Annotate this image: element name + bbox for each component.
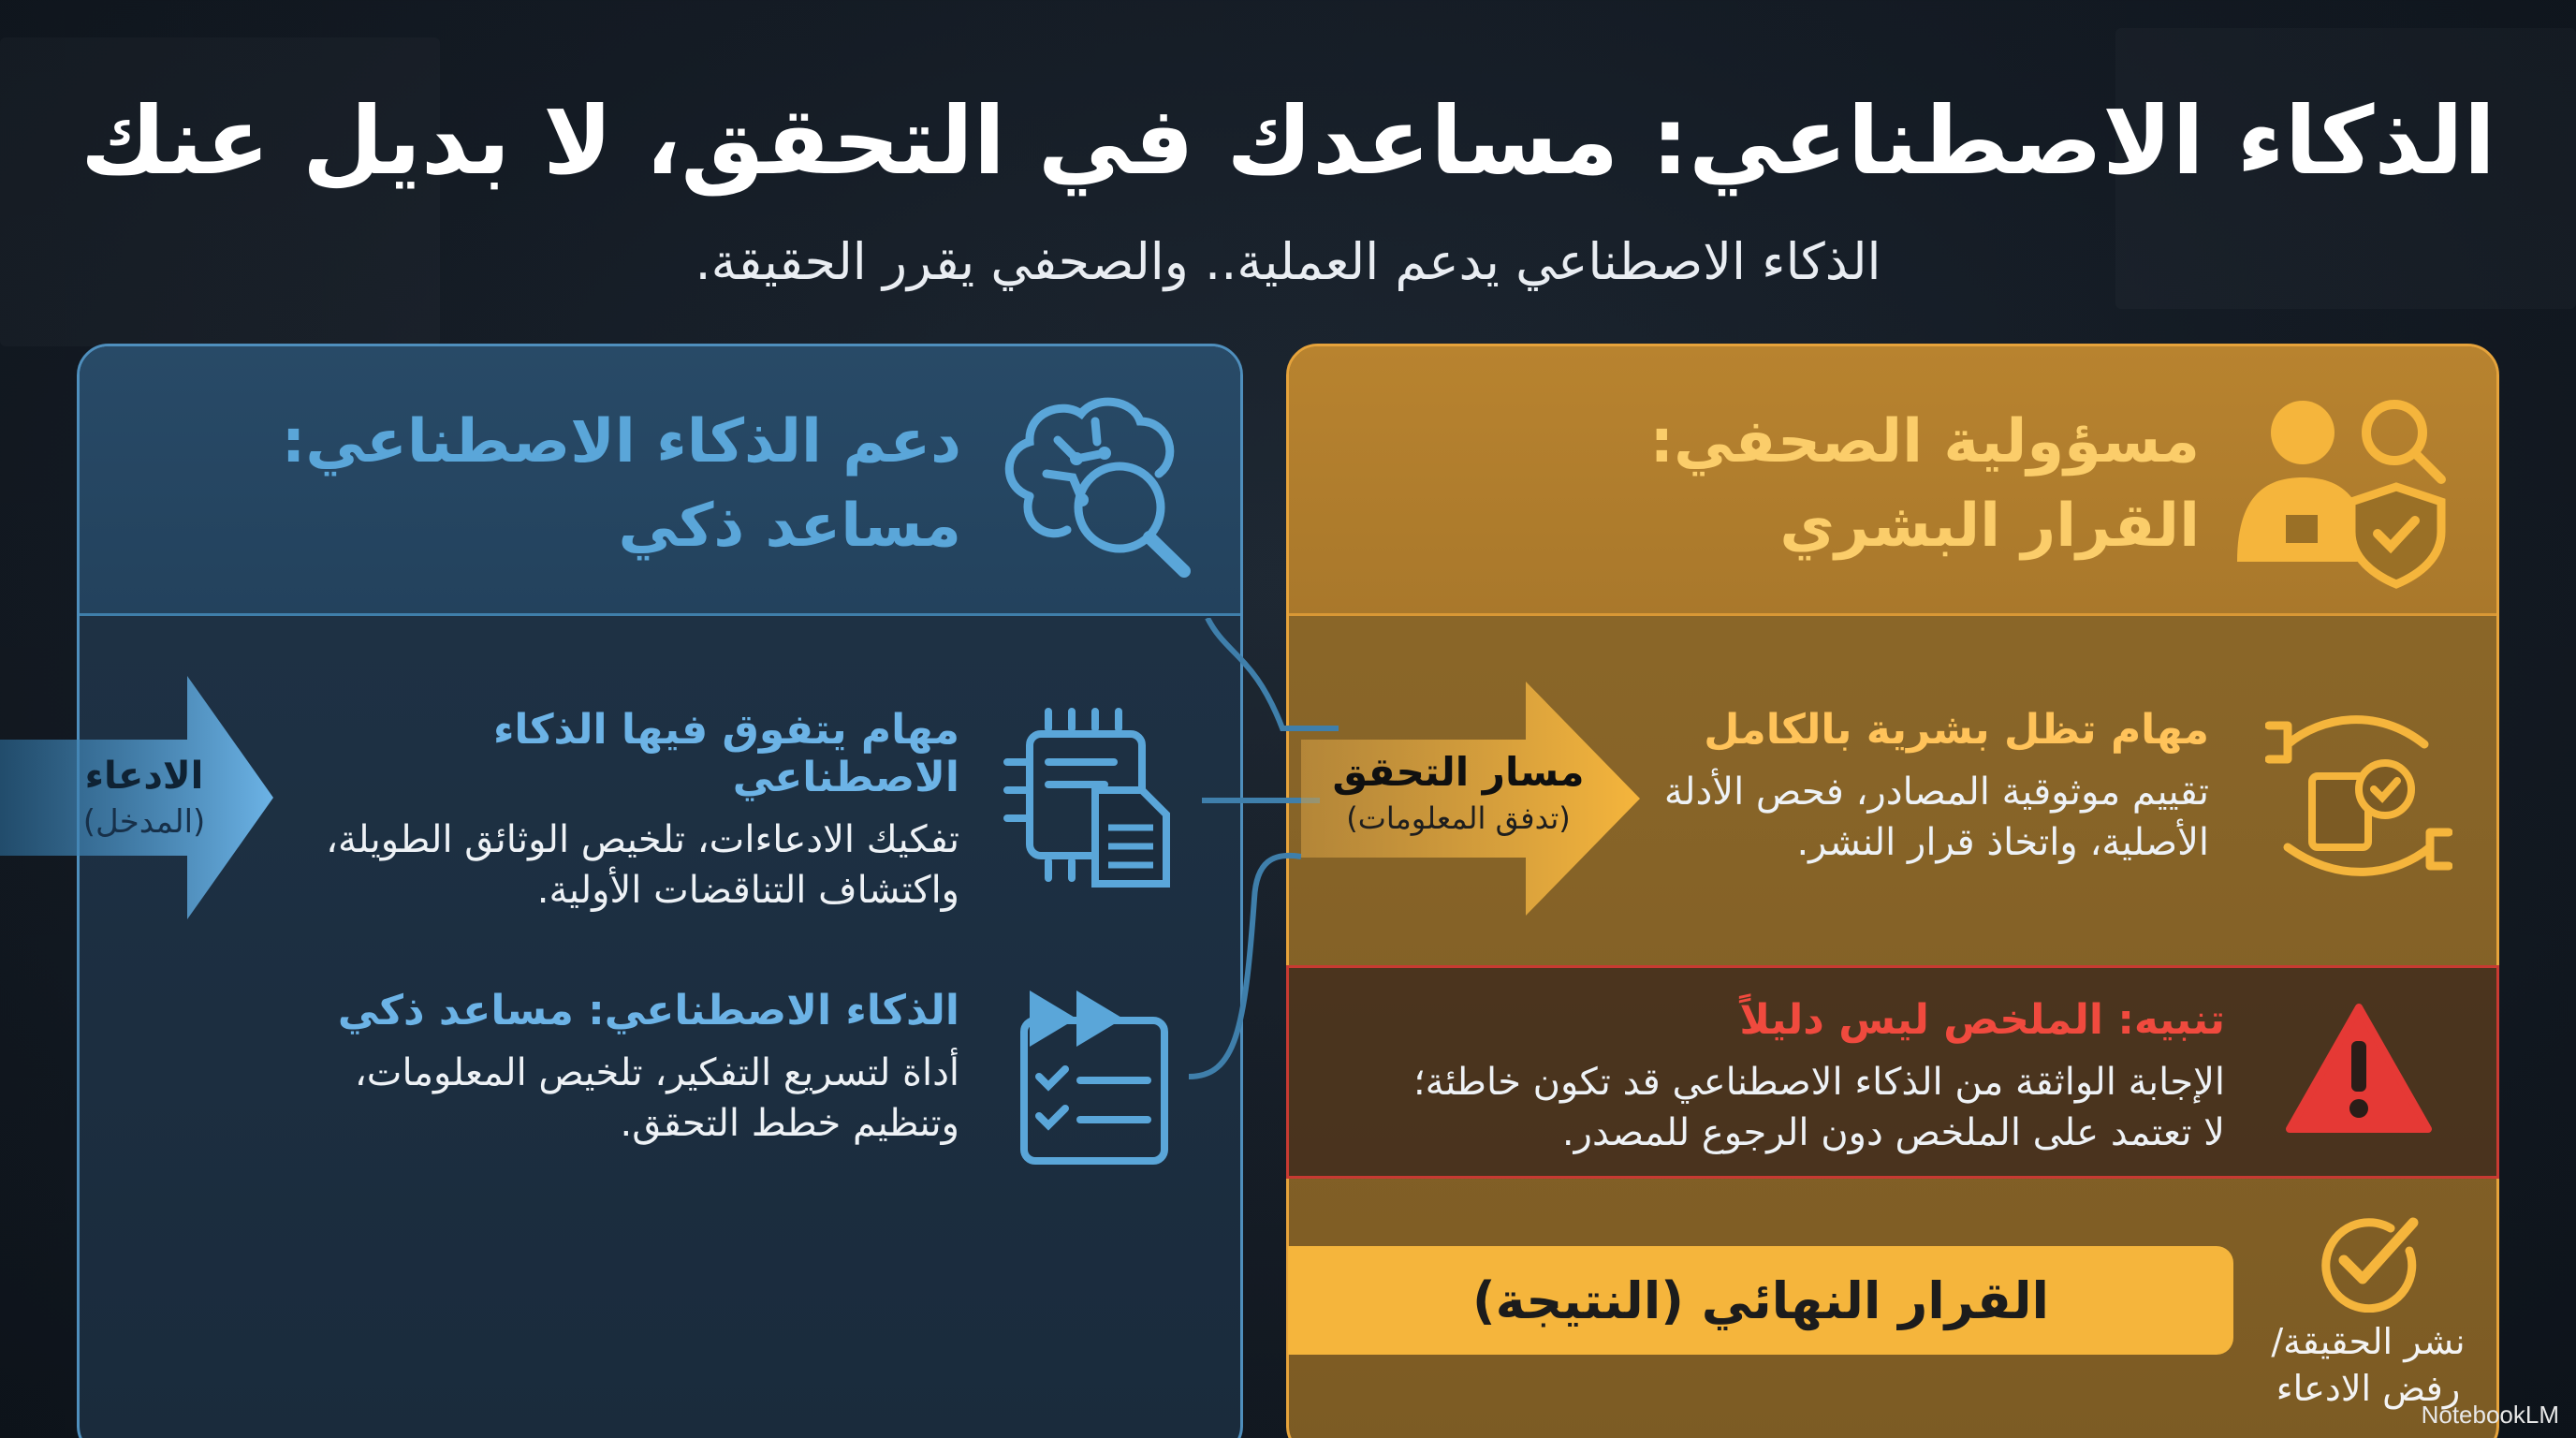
human-task-body-line1: تقييم موثوقية المصادر، فحص الأدلة (1663, 770, 2209, 814)
ai-task-heading: مهام يتفوق فيها الذكاء الاصطناعي (492, 706, 959, 801)
ai-task-body-line1: تفكيك الادعاءات، تلخيص الوثائق الطويلة، (326, 818, 959, 861)
ai-panel-title-line2: مساعد ذكي (618, 492, 961, 561)
journalist-panel-title-line1: مسؤولية الصحفي: (1649, 407, 2200, 477)
watermark: NotebookLM (2421, 1401, 2559, 1429)
warning-heading: تنبيه: الملخص ليس دليلاً (1739, 996, 2225, 1044)
ai-assistant-body-line1: أداة لتسريع التفكير، تلخيص المعلومات، (354, 1051, 959, 1094)
human-task-item (1629, 706, 2209, 868)
verification-path-label (1318, 749, 1599, 836)
journalist-panel-title-line2: القرار البشري (1779, 492, 2200, 561)
verification-path-sub: (تدفق المعلومات) (1346, 800, 1571, 836)
human-task-body-line2: الأصلية، واتخاذ قرار النشر. (1796, 821, 2209, 864)
human-task-heading: مهام تظل بشرية بالكامل (1704, 706, 2209, 754)
ai-task-body-line2: واكتشاف التناقضات الأولية. (536, 869, 959, 912)
ai-assistant-heading: الذكاء الاصطناعي: مساعد ذكي (337, 987, 959, 1034)
warning-body-line1: الإجابة الواثقة من الذكاء الاصطناعي قد تكون خاطئة؛ (1412, 1061, 2225, 1104)
warning-body (1345, 1057, 2225, 1158)
final-decision-bar: القرار النهائي (النتيجة) (1288, 1246, 2233, 1355)
journalist-panel-title (1329, 400, 2200, 568)
claim-label-sub: (المدخل) (82, 803, 206, 841)
ai-assistant-body (300, 1048, 959, 1149)
claim-label (32, 755, 256, 841)
warning-body-line2: لا تعتمد على الملخص دون الرجوع للمصدر. (1561, 1111, 2225, 1154)
brain-magnifier-icon (992, 384, 1198, 590)
ai-panel-title (77, 400, 961, 568)
ai-assistant-item (300, 987, 959, 1149)
claim-label-title: الادعاء (84, 755, 204, 798)
verification-path-title: مسار التحقق (1332, 749, 1585, 795)
outcome-label-line1: نشر الحقيقة/ (2271, 1321, 2466, 1362)
ai-panel-title-line1: دعم الذكاء الاصطناعي: (281, 407, 961, 477)
warning-triangle-icon (2284, 1000, 2434, 1137)
page-title: الذكاء الاصطناعي: مساعدك في التحقق، لا بديل عنك (80, 86, 2496, 196)
warning-text (1345, 996, 2225, 1158)
journalist-shield-icon (2228, 384, 2452, 590)
ai-task-item (300, 706, 959, 916)
check-circle-icon (2312, 1215, 2424, 1313)
ai-task-body (300, 814, 959, 916)
hands-document-check-icon (2265, 707, 2452, 894)
ai-assistant-body-line2: وتنظيم خطط التحقق. (620, 1102, 959, 1145)
page-subtitle: الذكاء الاصطناعي يدعم العملية.. والصحفي يقرر الحقيقة. (695, 232, 1881, 291)
human-task-body (1629, 767, 2209, 868)
outcome-label-line2: رفض الادعاء (2276, 1368, 2461, 1409)
outcome-label (2256, 1318, 2481, 1412)
